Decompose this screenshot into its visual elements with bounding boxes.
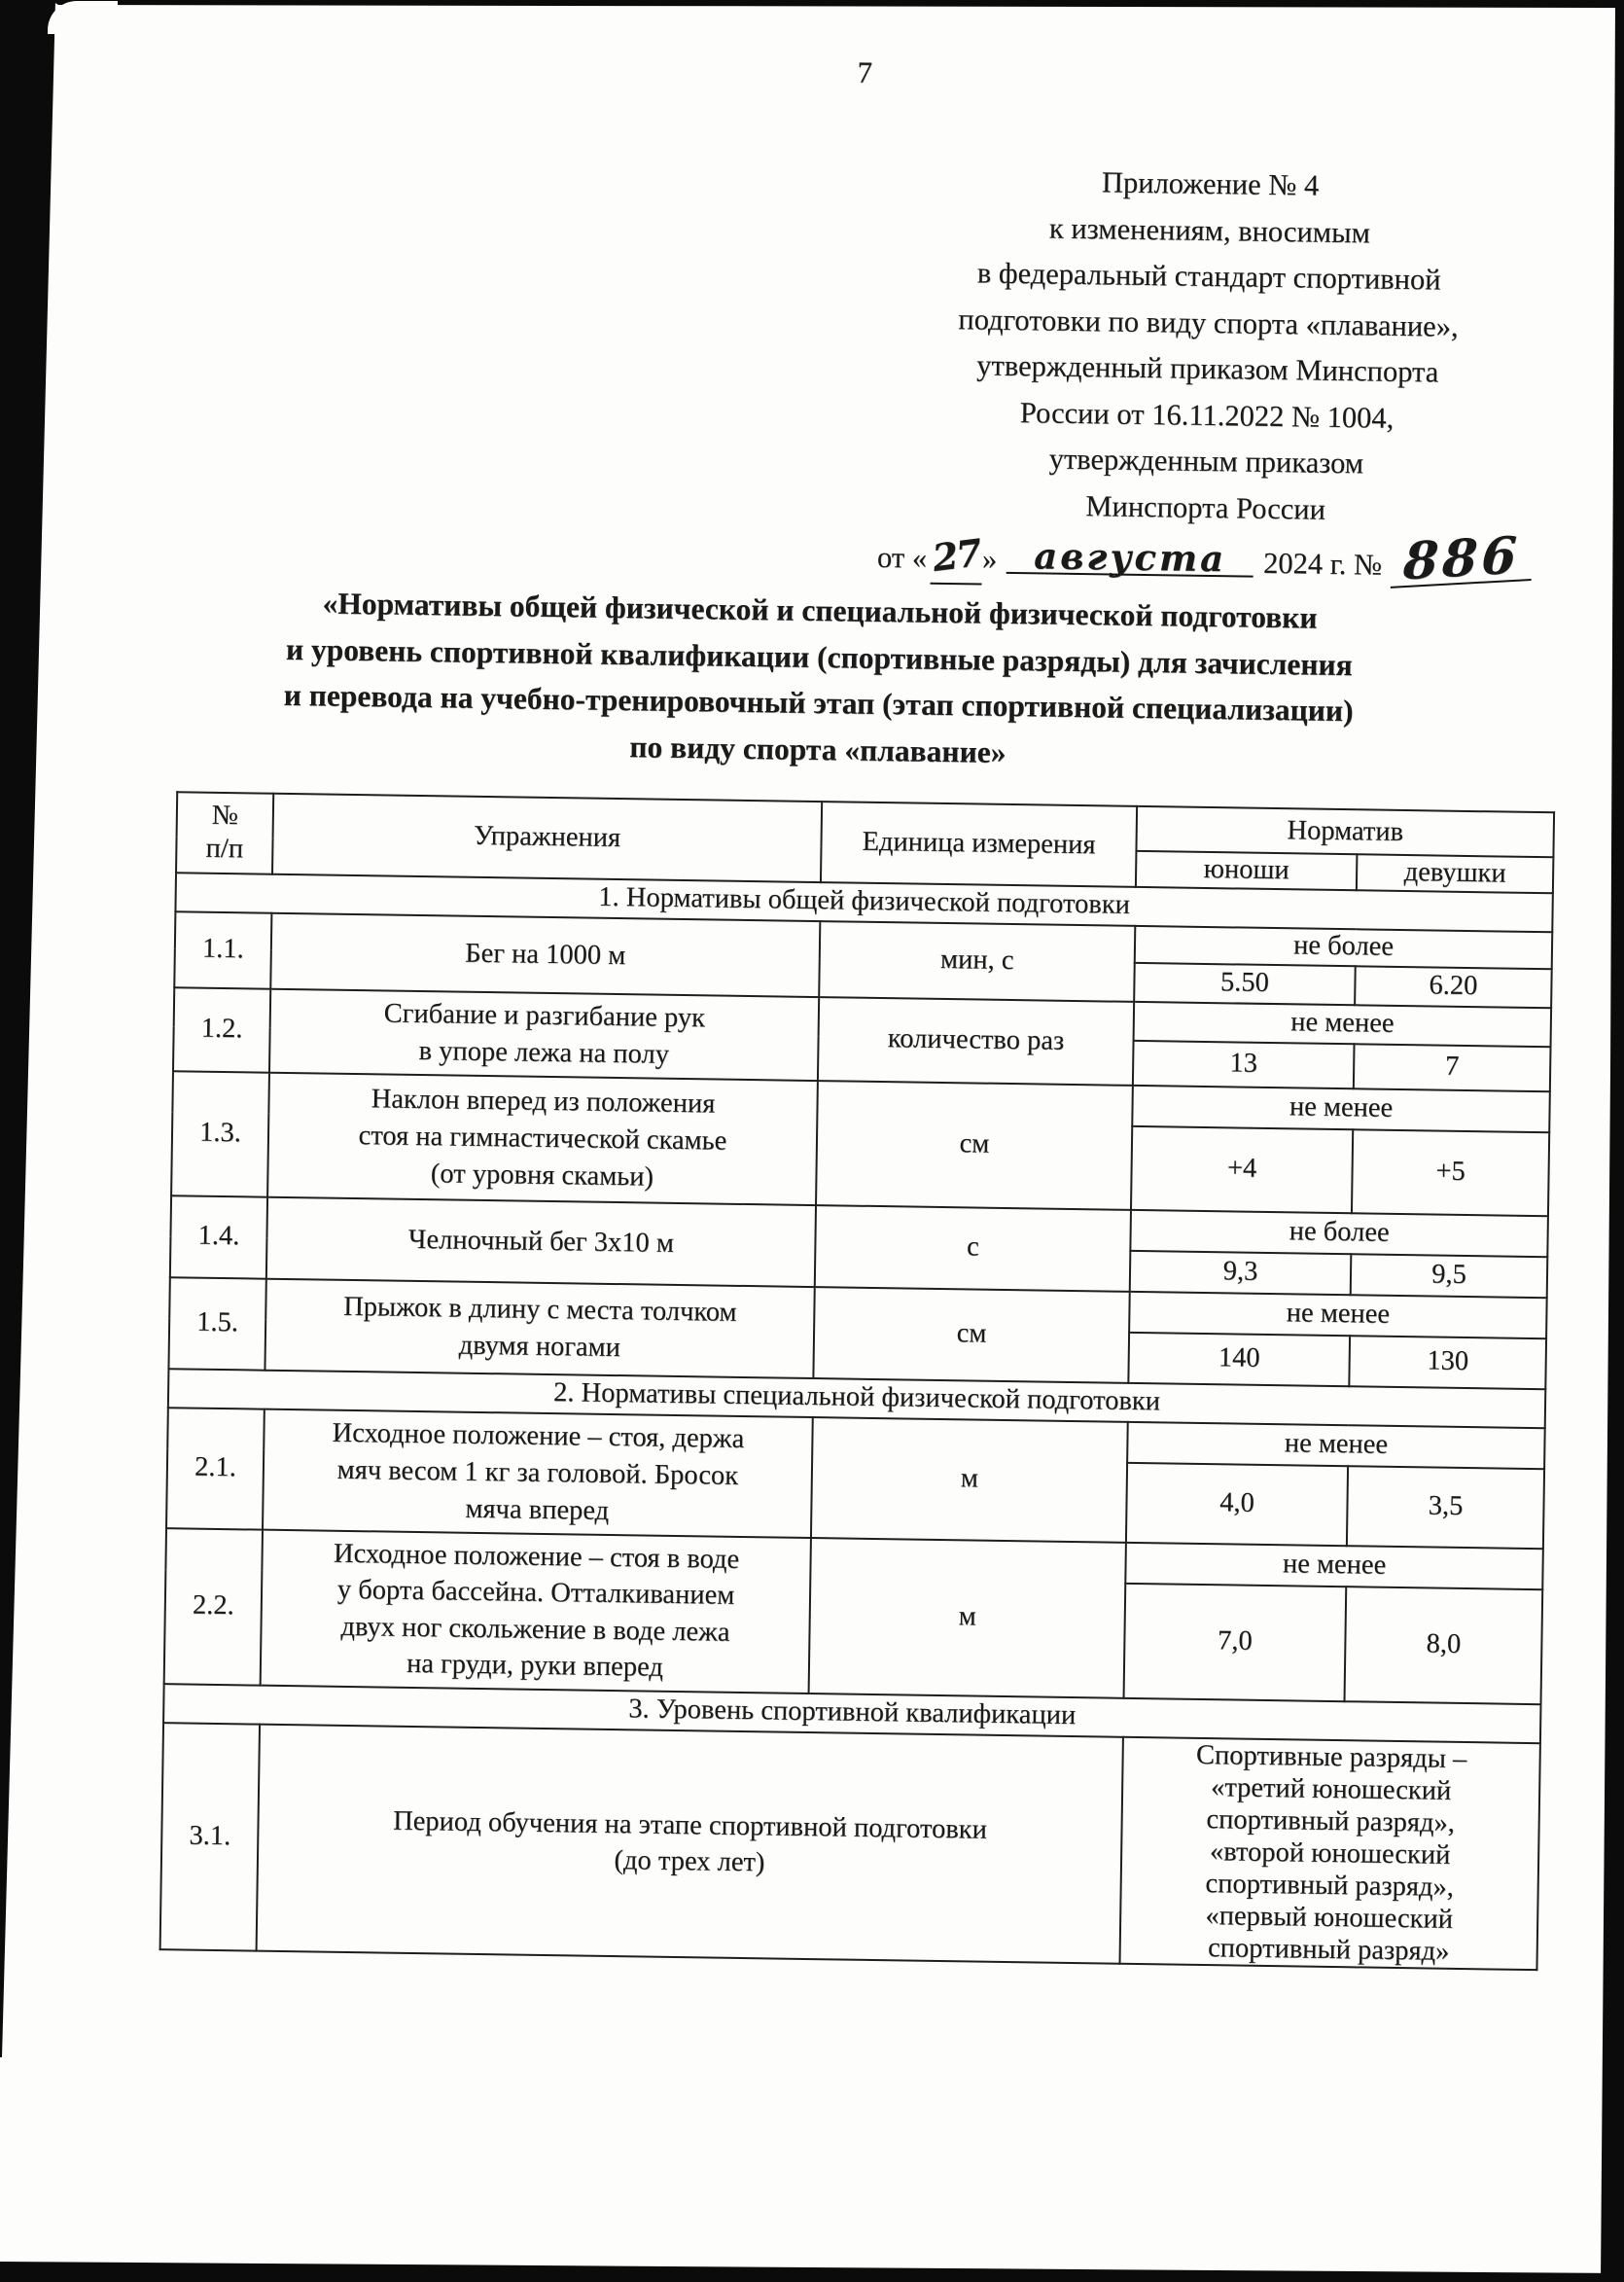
girls-value-cell: 7 xyxy=(1354,1044,1551,1091)
boys-value-cell: 5.50 xyxy=(1134,963,1356,1005)
header-exercise-cell: Упражнения xyxy=(272,794,822,882)
unit-cell: м xyxy=(811,1417,1128,1543)
handwritten-day: 27 xyxy=(930,530,983,581)
appendix-line: к изменениям, вносимым xyxy=(1048,211,1371,249)
handwritten-day-group xyxy=(930,530,983,585)
limit-cell: не менее xyxy=(1129,1292,1547,1338)
exercise-cell: Исходное положение – стоя, держа мяч весом 1 кг за головой. Бросок мяча вперед xyxy=(263,1408,813,1537)
girls-value-cell: 8,0 xyxy=(1345,1587,1543,1704)
girls-value-cell: 3,5 xyxy=(1347,1466,1544,1549)
boys-value-cell: 9,3 xyxy=(1130,1251,1352,1295)
girls-value-cell: 6.20 xyxy=(1355,966,1552,1008)
exercise-cell: Наклон вперед из положения стоя на гимнастической скамье (от уровня скамьи) xyxy=(267,1072,818,1204)
row-number-cell: 1.2. xyxy=(173,987,270,1072)
limit-cell: не более xyxy=(1130,1210,1548,1257)
appendix-line: Приложение № 4 xyxy=(1101,165,1320,202)
appendix-line: Минспорта России xyxy=(1085,488,1326,526)
boys-value-cell: 7,0 xyxy=(1124,1584,1347,1701)
header-boys-cell: юноши xyxy=(1136,851,1358,890)
boys-value-cell: 13 xyxy=(1133,1041,1355,1088)
date-year-part: 2024 г. № xyxy=(1262,546,1383,582)
title-line: «Нормативы общей физической и специальной физической подготовки xyxy=(322,586,1318,635)
boys-value-cell: +4 xyxy=(1131,1126,1353,1213)
appendix-line: России от 16.11.2022 № 1004, xyxy=(1019,395,1395,435)
qualification-norm-cell: Спортивные разряды – «третий юношеский спортивный разряд», «второй юношеский спортивный разряд», «первый юношеский спортивный разряд» xyxy=(1119,1737,1539,1970)
appendix-line: подготовки по виду спорта «плавание», xyxy=(958,302,1459,343)
limit-cell: не менее xyxy=(1132,1086,1550,1132)
exercise-cell: Прыжок в длину с места толчком двумя ногами xyxy=(265,1278,814,1377)
row-number-cell: 1.4. xyxy=(170,1195,267,1278)
girls-value-cell: 130 xyxy=(1349,1336,1546,1389)
header-girls-cell: девушки xyxy=(1357,854,1554,893)
exercise-cell: Исходное положение – стоя в воде у борта бассейна. Отталкиванием двух ног скольжение в воде лежа на груди, руки вперед xyxy=(261,1529,811,1693)
unit-cell: см xyxy=(816,1081,1133,1210)
header-norm-cell: Норматив xyxy=(1136,806,1554,857)
unit-cell: м xyxy=(809,1538,1126,1698)
boys-value-cell: 4,0 xyxy=(1126,1463,1348,1546)
limit-cell: не менее xyxy=(1127,1422,1545,1469)
page-number: 7 xyxy=(857,54,873,89)
order-date-line xyxy=(865,525,1546,592)
appendix-line: в федеральный стандарт спортивной xyxy=(976,256,1441,297)
row-number-cell: 1.3. xyxy=(171,1071,269,1196)
handwritten-month: августа xyxy=(1006,540,1253,578)
section-title-row: 2. Нормативы специальной физической подготовки xyxy=(168,1369,1545,1428)
unit-cell: с xyxy=(815,1205,1131,1292)
header-unit-cell: Единица измерения xyxy=(821,802,1137,887)
limit-cell: не менее xyxy=(1125,1543,1543,1589)
title-line: по виду спорта «плавание» xyxy=(629,729,1006,769)
appendix-line: утвержденным приказом xyxy=(1048,442,1364,481)
document-title xyxy=(103,577,1536,783)
title-line: и перевода на учебно-тренировочный этап (этап спортивной специализации) xyxy=(283,677,1354,729)
row-number-cell: 2.1. xyxy=(166,1408,265,1529)
row-number-cell: 1.5. xyxy=(168,1277,265,1370)
date-quote-close: » xyxy=(981,542,998,576)
header-num-cell: № п/п xyxy=(176,792,273,874)
row-number-cell: 3.1. xyxy=(160,1723,260,1950)
appendix-line: утвержденный приказом Минспорта xyxy=(976,348,1439,389)
girls-value-cell: +5 xyxy=(1352,1129,1549,1216)
section-title-row: 1. Нормативы общей физической подготовки xyxy=(175,873,1552,932)
exercise-cell: Бег на 1000 м xyxy=(270,912,820,996)
appendix-block xyxy=(865,157,1551,592)
row-number-cell: 1.1. xyxy=(174,911,271,988)
standards-table xyxy=(159,791,1556,1971)
girls-value-cell: 9,5 xyxy=(1351,1254,1548,1298)
section-title-row: 3. Уровень спортивной квалификации xyxy=(163,1684,1540,1743)
boys-value-cell: 140 xyxy=(1128,1333,1350,1386)
limit-cell: не более xyxy=(1135,926,1553,969)
exercise-cell: Период обучения на этапе спортивной подготовки (до трех лет) xyxy=(257,1724,1123,1963)
handwritten-order-number: 886 xyxy=(1391,533,1534,588)
unit-cell: мин, с xyxy=(819,921,1135,1002)
row-number-cell: 2.2. xyxy=(164,1528,263,1685)
exercise-cell: Челночный бег 3х10 м xyxy=(266,1196,816,1286)
limit-cell: не менее xyxy=(1134,1002,1552,1047)
unit-cell: количество раз xyxy=(818,997,1134,1086)
title-line: и уровень спортивной квалификации (спортивные разряды) для зачисления xyxy=(285,631,1353,682)
unit-cell: см xyxy=(813,1287,1129,1383)
date-prefix: от « xyxy=(876,540,928,575)
exercise-cell: Сгибание и разгибание рук в упоре лежа на полу xyxy=(269,988,819,1080)
